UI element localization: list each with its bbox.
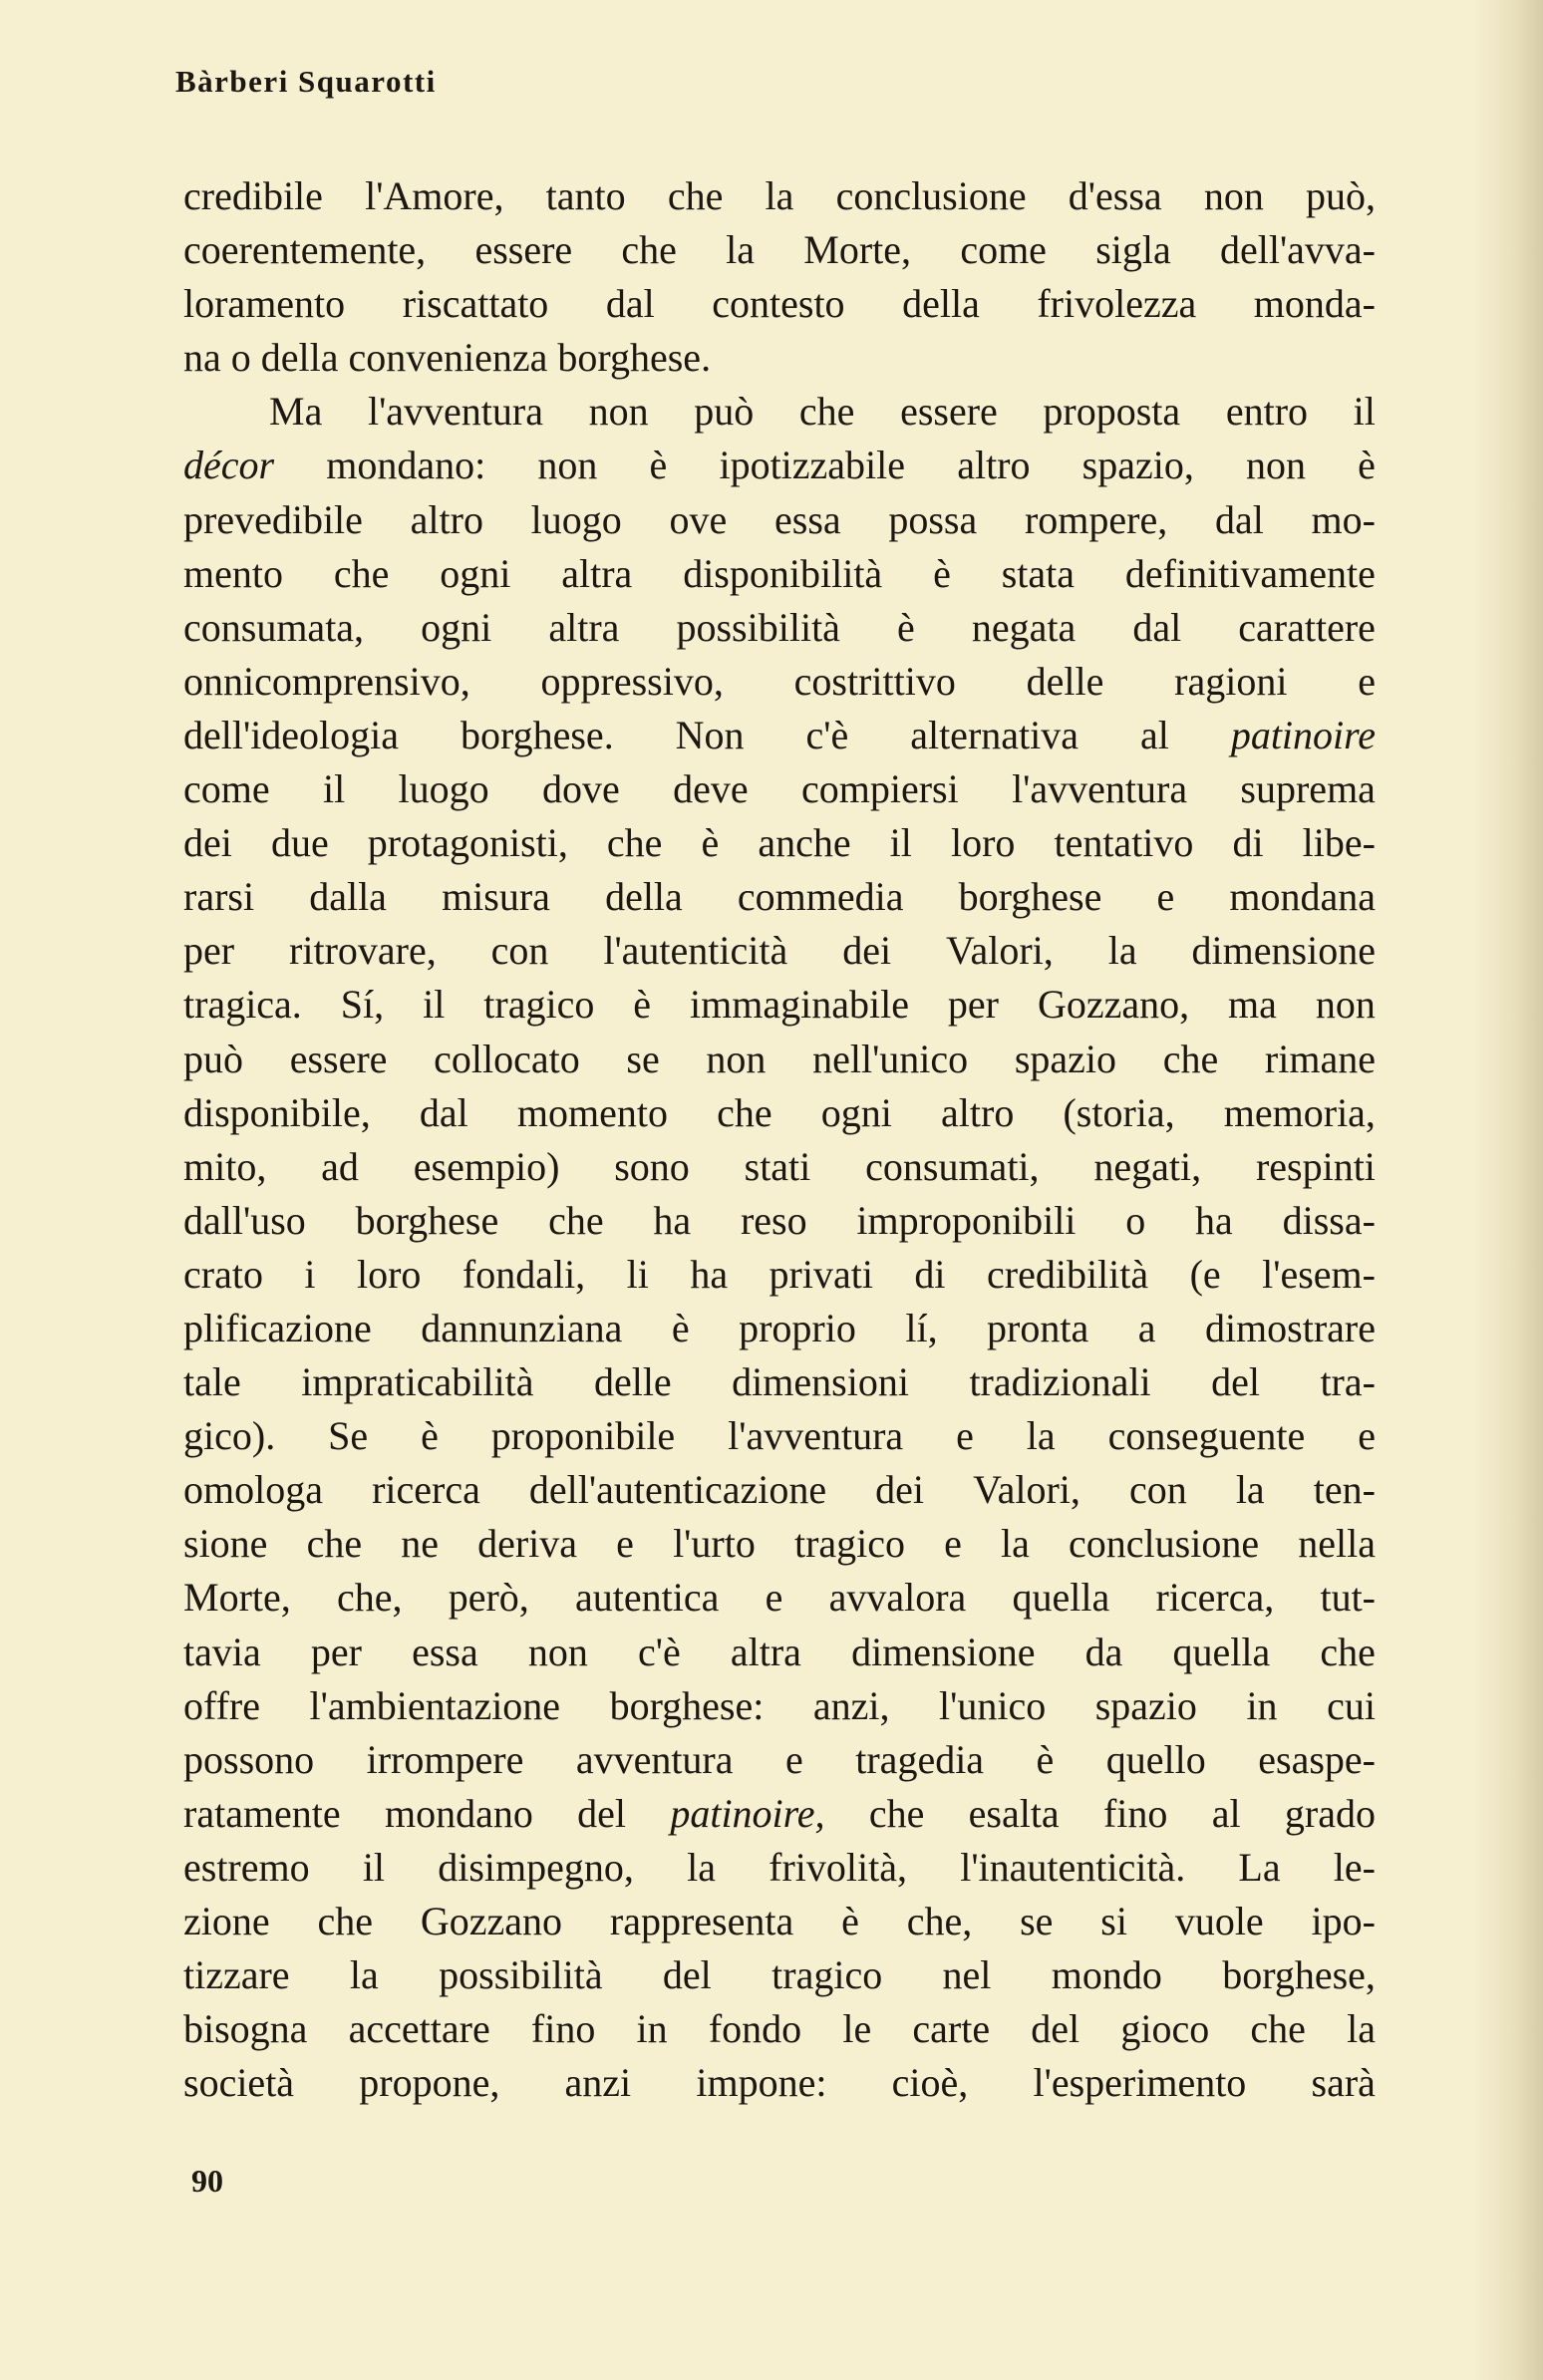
text-line: tragica. Sí, il tragico è immaginabile per Gozzano, ma non (183, 982, 1376, 1028)
text-line: come il luogo dove deve compiersi l'avventura suprema (183, 766, 1376, 812)
text-line: credibile l'Amore, tanto che la conclusione d'essa non può, (183, 173, 1376, 218)
text-line: tavia per essa non c'è altra dimensione da quella che (183, 1629, 1376, 1674)
page-number: 90 (191, 2163, 223, 2199)
text-line: offre l'ambientazione borghese: anzi, l'unico spazio in cui (183, 1682, 1376, 1728)
text-line: plificazione dannunziana è proprio lí, pronta a dimostrare (183, 1305, 1376, 1350)
body-text (183, 169, 1376, 2110)
text-line: na o della convenienza borghese. (183, 335, 712, 381)
text-line: tale impraticabilità delle dimensioni tradizionali del tra- (183, 1359, 1376, 1405)
text-line: mito, ad esempio) sono stati consumati, negati, respinti (183, 1143, 1376, 1189)
text-line: dei due protagonisti, che è anche il loro tentativo di libe- (183, 820, 1376, 866)
page-edge-shadow (1473, 0, 1543, 2380)
text-line: per ritrovare, con l'autenticità dei Valori, la dimensione (183, 928, 1376, 974)
text-line: gico). Se è proponibile l'avventura e la conseguente e (183, 1413, 1376, 1459)
text-line: ratamente mondano del patinoire, che esalta fino al grado (183, 1790, 1376, 1836)
text-line: dell'ideologia borghese. Non c'è alternativa al patinoire (183, 712, 1376, 757)
text-line: onnicomprensivo, oppressivo, costrittivo delle ragioni e (183, 658, 1376, 704)
text-line: società propone, anzi impone: cioè, l'esperimento sarà (183, 2060, 1376, 2106)
text-line: disponibile, dal momento che ogni altro (storia, memoria, (183, 1089, 1376, 1135)
text-line: sione che ne deriva e l'urto tragico e la conclusione nella (183, 1521, 1376, 1567)
text-line: loramento riscattato dal contesto della frivolezza monda- (183, 281, 1376, 327)
text-line: décor mondano: non è ipotizzabile altro spazio, non è (183, 443, 1376, 488)
text-line: estremo il disimpegno, la frivolità, l'inautenticità. La le- (183, 1844, 1376, 1890)
text-line: tizzare la possibilità del tragico nel mondo borghese, (183, 1952, 1376, 1998)
text-line: rarsi dalla misura della commedia borghese e mondana (183, 874, 1376, 920)
text-line: Morte, che, però, autentica e avvalora quella ricerca, tut- (183, 1575, 1376, 1621)
text-line: mento che ogni altra disponibilità è stata definitivamente (183, 550, 1376, 596)
text-line: coerentemente, essere che la Morte, come sigla dell'avva- (183, 227, 1376, 273)
running-head: Bàrberi Squarotti (175, 64, 437, 99)
text-line: zione che Gozzano rappresenta è che, se si vuole ipo- (183, 1899, 1376, 1943)
text-line: prevedibile altro luogo ove essa possa rompere, dal mo- (183, 496, 1376, 542)
text-line: bisogna accettare fino in fondo le carte del gioco che la (183, 2006, 1376, 2052)
text-line: omologa ricerca dell'autenticazione dei Valori, con la ten- (183, 1467, 1376, 1513)
text-line: Ma l'avventura non può che essere proposta entro il (269, 389, 1376, 435)
text-line: consumata, ogni altra possibilità è negata dal carattere (183, 604, 1376, 650)
text-line: crato i loro fondali, li ha privati di credibilità (e l'esem- (183, 1251, 1376, 1297)
text-line: dall'uso borghese che ha reso improponibili o ha dissa- (183, 1197, 1376, 1243)
text-line: possono irrompere avventura e tragedia è quello esaspe- (183, 1736, 1376, 1782)
text-line: può essere collocato se non nell'unico spazio che rimane (183, 1036, 1376, 1081)
